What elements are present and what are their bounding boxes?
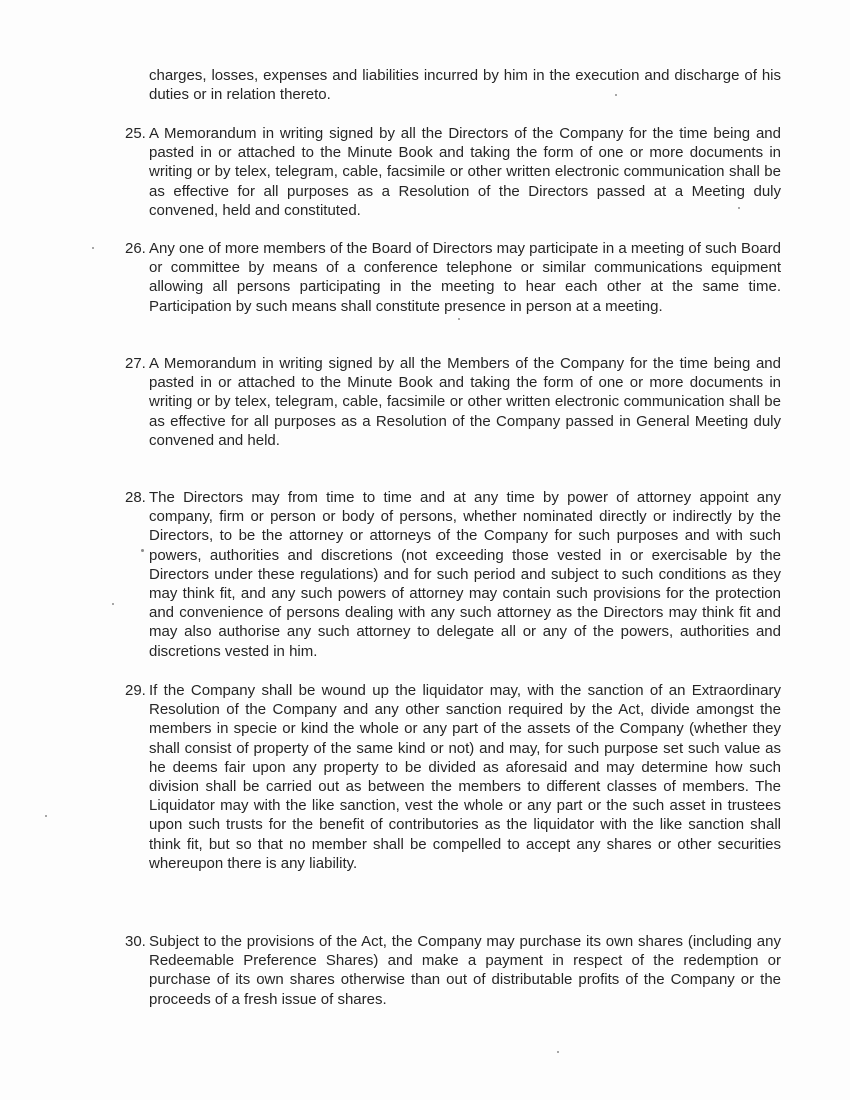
clause-text: Any one of more members of the Board of Directors may participate in a meeting of such Board or committee by means of a conference telephone or similar communications equipment allowing all persons participating in the meeting to hear each other at the same time. Participation by such means shall constitute presence in person at a meeting.: [149, 240, 781, 315]
continuation-paragraph: [149, 66, 781, 104]
scan-speck: [557, 1051, 559, 1053]
clause-25: [125, 124, 781, 220]
scan-speck: [141, 549, 144, 552]
clause-text: If the Company shall be wound up the liquidator may, with the sanction of an Extraordinary Resolution of the Company and any other sanction required by the Act, divide amongst the members in specie or kind the whole or any part of the assets of the Company (whether they shall consist of property of the same kind or not) and may, for such purpose set such value as he deems fair upon any property to be divided as aforesaid and may determine how such division shall be carried out as between the members to different classes of members. The Liquidator may with the like sanction, vest the whole or any part or the such asset in trustees upon such trusts for the benefit of contributories as the liquidator with the like sanction shall think fit, but so that no member shall be compelled to accept any shares or other securities whereupon there is any liability.: [149, 682, 781, 872]
clause-29: [125, 681, 781, 873]
clause-text: A Memorandum in writing signed by all the Directors of the Company for the time being and pasted in or attached to the Minute Book and taking the form of one or more documents in writing or by telex, telegram, cable, facsimile or other written electronic communication shall be as effective for all purposes as a Resolution of the Directors passed at a Meeting duly convened, held and constituted.: [149, 125, 781, 219]
clause-number: 27.: [125, 355, 146, 372]
scan-speck: [615, 94, 617, 96]
clause-text: A Memorandum in writing signed by all the Members of the Company for the time being and pasted in or attached to the Minute Book and taking the form of one or more documents in writing or by telex, telegram, cable, facsimile or other written electronic communication shall be as effective for all purposes as a Resolution of the Company passed in General Meeting duly convened and held.: [149, 355, 781, 449]
scan-speck: [458, 318, 460, 320]
scan-speck: [112, 603, 114, 605]
clause-number: 30.: [125, 933, 146, 950]
scan-speck: [45, 815, 47, 817]
clause-number: 28.: [125, 489, 146, 506]
clause-number: 26.: [125, 240, 146, 257]
clause-number: 25.: [125, 125, 146, 142]
clause-text: Subject to the provisions of the Act, the Company may purchase its own shares (including any Redeemable Preference Shares) and make a payment in respect of the redemption or purchase of its own shares otherwise than out of distributable profits of the Company or the proceeds of a fresh issue of shares.: [149, 933, 781, 1008]
clause-number: 29.: [125, 682, 146, 699]
clause-27: [125, 354, 781, 450]
scan-speck: [738, 207, 740, 209]
clause-26: [125, 239, 781, 316]
clause-text: The Directors may from time to time and at any time by power of attorney appoint any company, firm or person or body of persons, whether nominated directly or indirectly by the Directors, to be the attorney or attorneys of the Company for such purposes and with such powers, authorities and discretions (not exceeding those vested in or exercisable by the Directors under these regulations) and for such period and subject to such conditions as they may think fit, and any such powers of attorney may contain such provisions for the protection and convenience of persons dealing with any such attorney as the Directors may think fit and may also authorise any such attorney to delegate all or any of the powers, authorities and discretions vested in him.: [149, 489, 781, 660]
continuation-text: charges, losses, expenses and liabilities incurred by him in the execution and discharge of his duties or in relation thereto.: [149, 67, 781, 104]
clause-30: [125, 932, 781, 1009]
clause-28: [125, 488, 781, 661]
scan-speck: [92, 247, 94, 249]
